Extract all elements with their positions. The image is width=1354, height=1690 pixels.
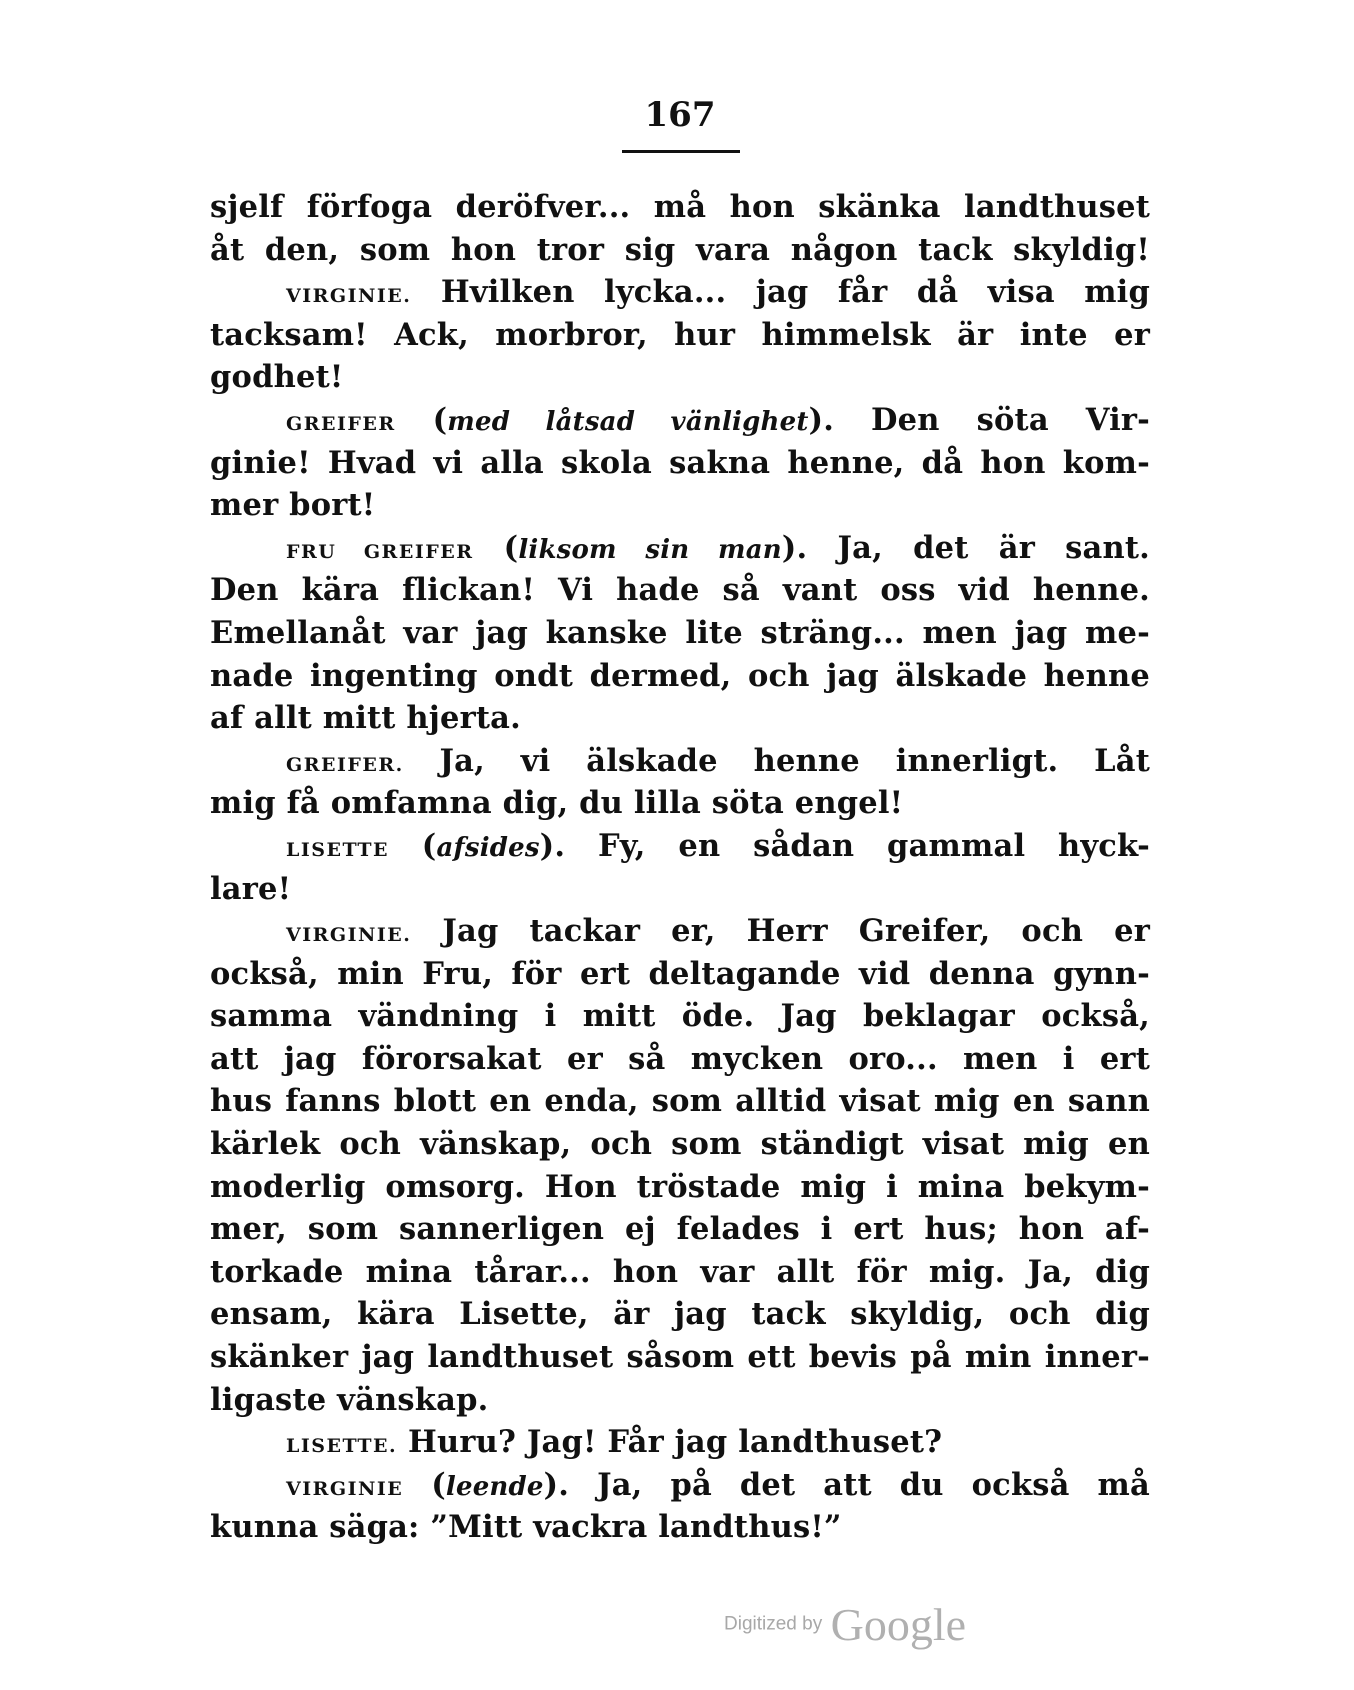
speaker-name: LISETTE. xyxy=(286,1435,398,1458)
text-line xyxy=(210,271,1150,314)
line-text: ( xyxy=(403,1466,446,1503)
text-line xyxy=(210,655,1150,698)
line-text: nade ingenting ondt dermed, och jag älskade henne xyxy=(210,657,1150,694)
line-text: Hvilken lycka... jag får då visa mig xyxy=(411,274,1150,311)
line-text: Den kära flickan! Vi hade så vant oss vid henne. xyxy=(210,572,1150,609)
line-text: sjelf förfoga deröfver... må hon skänka landthuset xyxy=(210,189,1150,225)
text-line xyxy=(210,186,1150,229)
text-line xyxy=(210,910,1150,953)
text-line xyxy=(210,484,1150,527)
text-line xyxy=(210,740,1150,783)
text-line xyxy=(210,569,1150,612)
body-text xyxy=(210,186,1150,1549)
line-text: ). Den söta Vir- xyxy=(808,401,1150,438)
text-line xyxy=(210,697,1150,740)
text-line xyxy=(210,1123,1150,1166)
line-text: kärlek och vänskap, och som ständigt visat mig en xyxy=(210,1126,1150,1163)
stage-direction: afsides xyxy=(436,832,540,863)
text-line xyxy=(210,825,1150,868)
line-text: ). Ja, det är sant. xyxy=(781,529,1150,566)
text-line xyxy=(210,995,1150,1038)
line-text: åt den, som hon tror sig vara någon tack skyldig! xyxy=(210,231,1150,268)
text-line xyxy=(210,1464,1150,1507)
line-text: af allt mitt hjerta. xyxy=(210,700,521,737)
speaker-name: FRU GREIFER xyxy=(286,540,474,563)
line-text: ginie! Hvad vi alla skola sakna henne, då hon kom- xyxy=(210,444,1150,481)
text-line xyxy=(210,527,1150,570)
line-text: ( xyxy=(473,529,519,566)
line-text: mer bort! xyxy=(210,487,376,524)
digitized-watermark xyxy=(724,1598,966,1651)
line-text: mig få omfamna dig, du lilla söta engel! xyxy=(210,785,904,822)
text-line xyxy=(210,314,1150,357)
line-text: ensam, kära Lisette, är jag tack skyldig, och dig xyxy=(210,1296,1150,1333)
line-text: ). Ja, på det att du också må xyxy=(543,1466,1150,1503)
text-line xyxy=(210,782,1150,825)
line-text: tacksam! Ack, morbror, hur himmelsk är inte er xyxy=(210,316,1150,353)
text-line xyxy=(210,1251,1150,1294)
line-text: ). Fy, en sådan gammal hyck- xyxy=(539,827,1150,864)
line-text: torkade mina tårar... hon var allt för mig. Ja, dig xyxy=(210,1253,1150,1290)
line-text: kunna säga: ”Mitt vackra landthus!” xyxy=(210,1509,842,1546)
text-line xyxy=(210,1038,1150,1081)
speaker-name: VIRGINIE xyxy=(286,1477,404,1500)
text-line xyxy=(210,1421,1150,1464)
speaker-name: VIRGINIE. xyxy=(286,924,412,947)
line-text: att jag förorsakat er så mycken oro... men i ert xyxy=(210,1040,1150,1077)
line-text: Emellanåt var jag kanske lite sträng... men jag me- xyxy=(210,614,1150,651)
line-text: samma vändning i mitt öde. Jag beklagar också, xyxy=(210,998,1150,1035)
text-line xyxy=(210,1336,1150,1379)
text-line xyxy=(210,1506,1150,1549)
line-text: skänker jag landthuset såsom ett bevis på min inner- xyxy=(210,1339,1150,1376)
page-number: 167 xyxy=(644,95,716,135)
digitized-label: Digitized by xyxy=(724,1613,823,1635)
text-line xyxy=(210,1080,1150,1123)
stage-direction: liksom sin man xyxy=(518,534,782,565)
line-text: Jag tackar er, Herr Greifer, och er xyxy=(411,913,1150,950)
line-text: ( xyxy=(395,401,448,438)
speaker-name: LISETTE xyxy=(286,838,390,861)
text-line xyxy=(210,356,1150,399)
speaker-name: GREIFER. xyxy=(286,753,404,776)
text-line xyxy=(210,442,1150,485)
speaker-name: VIRGINIE. xyxy=(286,285,412,308)
line-text: moderlig omsorg. Hon tröstade mig i mina bekym- xyxy=(210,1168,1150,1205)
text-line xyxy=(210,1166,1150,1209)
line-text: ( xyxy=(389,827,437,864)
line-text: Huru? Jag! Får jag landthuset? xyxy=(397,1424,943,1461)
stage-direction: med låtsad vänlighet xyxy=(447,406,809,437)
line-text: mer, som sannerligen ej felades i ert hus; hon af- xyxy=(210,1211,1150,1248)
text-line xyxy=(210,1379,1150,1422)
text-line xyxy=(210,229,1150,272)
text-line xyxy=(210,953,1150,996)
line-text: lare! xyxy=(210,870,292,907)
text-line xyxy=(210,399,1150,442)
speaker-name: GREIFER xyxy=(286,412,396,435)
line-text: Ja, vi älskade henne innerligt. Låt xyxy=(403,742,1150,779)
line-text: godhet! xyxy=(210,359,344,396)
stage-direction: leende xyxy=(445,1471,544,1502)
line-text: hus fanns blott en enda, som alltid visat mig en sann xyxy=(210,1083,1150,1120)
line-text: också, min Fru, för ert deltagande vid denna gynn- xyxy=(210,955,1150,992)
text-line xyxy=(210,612,1150,655)
text-line xyxy=(210,1208,1150,1251)
google-logo: Google xyxy=(830,1599,967,1650)
page-number-rule xyxy=(622,150,740,153)
text-line xyxy=(210,868,1150,911)
text-line xyxy=(210,1293,1150,1336)
line-text: ligaste vänskap. xyxy=(210,1381,489,1418)
